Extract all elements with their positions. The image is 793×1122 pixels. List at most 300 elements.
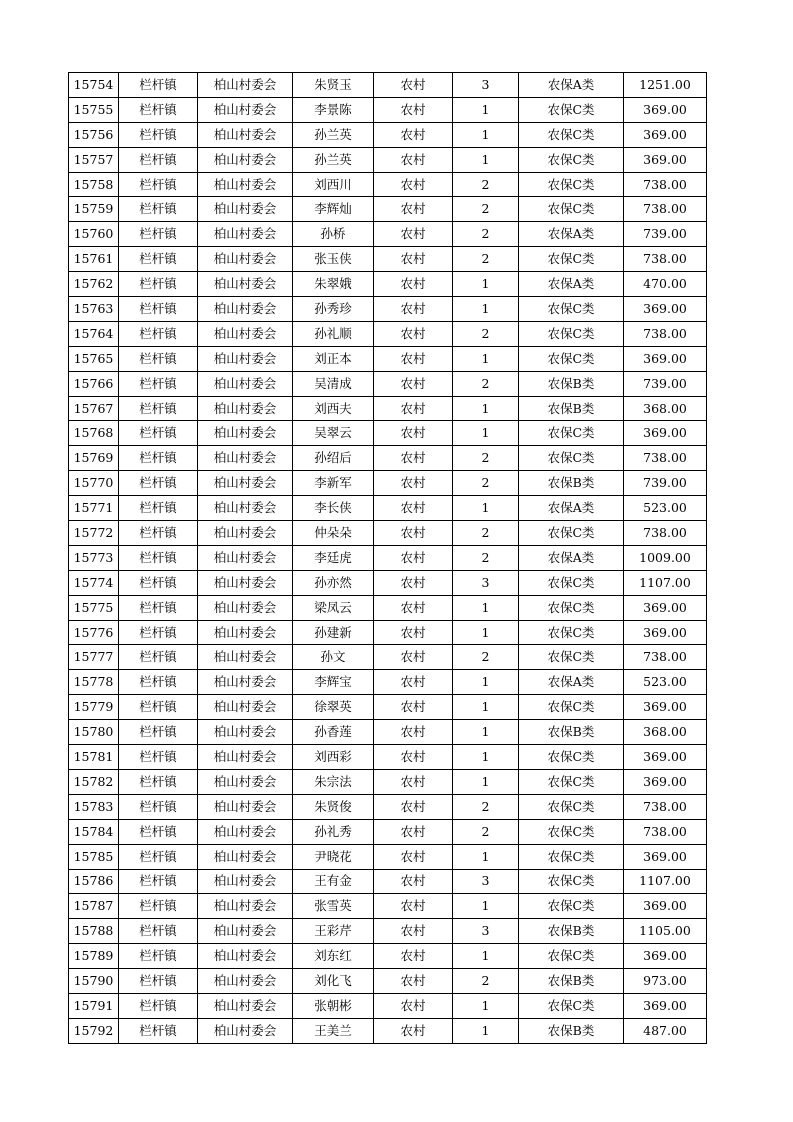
cell-household-count: 2 bbox=[453, 321, 519, 346]
table-row bbox=[69, 620, 707, 645]
cell-household-count: 3 bbox=[453, 570, 519, 595]
cell-area-type: 农村 bbox=[374, 272, 453, 297]
cell-serial-number: 15776 bbox=[69, 620, 119, 645]
cell-household-count: 1 bbox=[453, 272, 519, 297]
cell-village-committee: 柏山村委会 bbox=[198, 147, 293, 172]
cell-amount: 369.00 bbox=[624, 421, 707, 446]
cell-area-type: 农村 bbox=[374, 471, 453, 496]
table-row bbox=[69, 720, 707, 745]
cell-town: 栏杆镇 bbox=[119, 272, 198, 297]
cell-person-name: 刘正本 bbox=[293, 346, 374, 371]
cell-person-name: 吴翠云 bbox=[293, 421, 374, 446]
cell-area-type: 农村 bbox=[374, 321, 453, 346]
table-row bbox=[69, 446, 707, 471]
cell-amount: 369.00 bbox=[624, 844, 707, 869]
cell-area-type: 农村 bbox=[374, 97, 453, 122]
cell-serial-number: 15775 bbox=[69, 595, 119, 620]
cell-town: 栏杆镇 bbox=[119, 421, 198, 446]
cell-household-count: 1 bbox=[453, 745, 519, 770]
cell-area-type: 农村 bbox=[374, 695, 453, 720]
cell-serial-number: 15786 bbox=[69, 869, 119, 894]
cell-insurance-category: 农保A类 bbox=[519, 73, 624, 98]
cell-serial-number: 15783 bbox=[69, 794, 119, 819]
cell-area-type: 农村 bbox=[374, 346, 453, 371]
cell-serial-number: 15788 bbox=[69, 919, 119, 944]
cell-insurance-category: 农保C类 bbox=[519, 172, 624, 197]
cell-amount: 369.00 bbox=[624, 620, 707, 645]
cell-village-committee: 柏山村委会 bbox=[198, 745, 293, 770]
cell-person-name: 孙绍后 bbox=[293, 446, 374, 471]
table-row bbox=[69, 197, 707, 222]
cell-town: 栏杆镇 bbox=[119, 521, 198, 546]
cell-insurance-category: 农保C类 bbox=[519, 346, 624, 371]
table-row bbox=[69, 396, 707, 421]
cell-amount: 369.00 bbox=[624, 769, 707, 794]
cell-insurance-category: 农保C类 bbox=[519, 695, 624, 720]
cell-household-count: 2 bbox=[453, 222, 519, 247]
cell-village-committee: 柏山村委会 bbox=[198, 570, 293, 595]
table-row bbox=[69, 645, 707, 670]
cell-household-count: 2 bbox=[453, 969, 519, 994]
cell-town: 栏杆镇 bbox=[119, 346, 198, 371]
cell-serial-number: 15777 bbox=[69, 645, 119, 670]
cell-amount: 487.00 bbox=[624, 1018, 707, 1043]
cell-village-committee: 柏山村委会 bbox=[198, 496, 293, 521]
cell-village-committee: 柏山村委会 bbox=[198, 471, 293, 496]
cell-town: 栏杆镇 bbox=[119, 222, 198, 247]
cell-area-type: 农村 bbox=[374, 919, 453, 944]
cell-amount: 738.00 bbox=[624, 247, 707, 272]
table-row bbox=[69, 969, 707, 994]
cell-insurance-category: 农保B类 bbox=[519, 969, 624, 994]
cell-insurance-category: 农保C类 bbox=[519, 570, 624, 595]
cell-village-committee: 柏山村委会 bbox=[198, 919, 293, 944]
cell-insurance-category: 农保C类 bbox=[519, 147, 624, 172]
cell-person-name: 王彩芹 bbox=[293, 919, 374, 944]
cell-serial-number: 15762 bbox=[69, 272, 119, 297]
cell-town: 栏杆镇 bbox=[119, 147, 198, 172]
table-row bbox=[69, 471, 707, 496]
table-row bbox=[69, 371, 707, 396]
cell-person-name: 孙建新 bbox=[293, 620, 374, 645]
cell-town: 栏杆镇 bbox=[119, 745, 198, 770]
cell-household-count: 1 bbox=[453, 620, 519, 645]
cell-village-committee: 柏山村委会 bbox=[198, 421, 293, 446]
cell-amount: 369.00 bbox=[624, 297, 707, 322]
cell-insurance-category: 农保C类 bbox=[519, 769, 624, 794]
cell-town: 栏杆镇 bbox=[119, 894, 198, 919]
cell-household-count: 1 bbox=[453, 670, 519, 695]
cell-serial-number: 15792 bbox=[69, 1018, 119, 1043]
table-row bbox=[69, 695, 707, 720]
cell-village-committee: 柏山村委会 bbox=[198, 247, 293, 272]
table-row bbox=[69, 894, 707, 919]
cell-person-name: 朱贤玉 bbox=[293, 73, 374, 98]
cell-village-committee: 柏山村委会 bbox=[198, 396, 293, 421]
cell-village-committee: 柏山村委会 bbox=[198, 993, 293, 1018]
cell-serial-number: 15756 bbox=[69, 122, 119, 147]
cell-town: 栏杆镇 bbox=[119, 396, 198, 421]
cell-insurance-category: 农保A类 bbox=[519, 545, 624, 570]
cell-serial-number: 15761 bbox=[69, 247, 119, 272]
cell-insurance-category: 农保B类 bbox=[519, 720, 624, 745]
cell-village-committee: 柏山村委会 bbox=[198, 545, 293, 570]
cell-amount: 1107.00 bbox=[624, 570, 707, 595]
cell-insurance-category: 农保C类 bbox=[519, 869, 624, 894]
cell-town: 栏杆镇 bbox=[119, 695, 198, 720]
cell-person-name: 李辉宝 bbox=[293, 670, 374, 695]
table-row bbox=[69, 521, 707, 546]
cell-serial-number: 15770 bbox=[69, 471, 119, 496]
cell-serial-number: 15787 bbox=[69, 894, 119, 919]
cell-area-type: 农村 bbox=[374, 197, 453, 222]
table-row bbox=[69, 73, 707, 98]
cell-town: 栏杆镇 bbox=[119, 595, 198, 620]
cell-town: 栏杆镇 bbox=[119, 919, 198, 944]
cell-amount: 739.00 bbox=[624, 222, 707, 247]
cell-person-name: 吴清成 bbox=[293, 371, 374, 396]
cell-amount: 369.00 bbox=[624, 147, 707, 172]
cell-area-type: 农村 bbox=[374, 446, 453, 471]
cell-town: 栏杆镇 bbox=[119, 944, 198, 969]
cell-serial-number: 15769 bbox=[69, 446, 119, 471]
table-row bbox=[69, 844, 707, 869]
cell-serial-number: 15764 bbox=[69, 321, 119, 346]
cell-household-count: 1 bbox=[453, 993, 519, 1018]
cell-town: 栏杆镇 bbox=[119, 446, 198, 471]
cell-village-committee: 柏山村委会 bbox=[198, 645, 293, 670]
cell-village-committee: 柏山村委会 bbox=[198, 197, 293, 222]
cell-person-name: 孙文 bbox=[293, 645, 374, 670]
cell-serial-number: 15772 bbox=[69, 521, 119, 546]
cell-amount: 369.00 bbox=[624, 595, 707, 620]
cell-area-type: 农村 bbox=[374, 396, 453, 421]
cell-amount: 738.00 bbox=[624, 321, 707, 346]
cell-village-committee: 柏山村委会 bbox=[198, 172, 293, 197]
cell-village-committee: 柏山村委会 bbox=[198, 521, 293, 546]
cell-amount: 739.00 bbox=[624, 471, 707, 496]
cell-person-name: 孙香莲 bbox=[293, 720, 374, 745]
cell-household-count: 2 bbox=[453, 819, 519, 844]
cell-town: 栏杆镇 bbox=[119, 97, 198, 122]
cell-town: 栏杆镇 bbox=[119, 545, 198, 570]
cell-person-name: 徐翠英 bbox=[293, 695, 374, 720]
cell-village-committee: 柏山村委会 bbox=[198, 620, 293, 645]
cell-household-count: 1 bbox=[453, 894, 519, 919]
cell-town: 栏杆镇 bbox=[119, 471, 198, 496]
cell-person-name: 刘东红 bbox=[293, 944, 374, 969]
cell-town: 栏杆镇 bbox=[119, 844, 198, 869]
cell-household-count: 2 bbox=[453, 471, 519, 496]
cell-person-name: 刘化飞 bbox=[293, 969, 374, 994]
cell-area-type: 农村 bbox=[374, 297, 453, 322]
cell-town: 栏杆镇 bbox=[119, 122, 198, 147]
cell-village-committee: 柏山村委会 bbox=[198, 944, 293, 969]
cell-person-name: 孙秀珍 bbox=[293, 297, 374, 322]
cell-insurance-category: 农保C类 bbox=[519, 894, 624, 919]
cell-serial-number: 15760 bbox=[69, 222, 119, 247]
table-row bbox=[69, 172, 707, 197]
cell-person-name: 朱贤俊 bbox=[293, 794, 374, 819]
cell-person-name: 刘西彩 bbox=[293, 745, 374, 770]
cell-area-type: 农村 bbox=[374, 496, 453, 521]
cell-amount: 369.00 bbox=[624, 944, 707, 969]
cell-amount: 973.00 bbox=[624, 969, 707, 994]
cell-serial-number: 15774 bbox=[69, 570, 119, 595]
cell-person-name: 李景陈 bbox=[293, 97, 374, 122]
cell-village-committee: 柏山村委会 bbox=[198, 297, 293, 322]
cell-area-type: 农村 bbox=[374, 819, 453, 844]
cell-household-count: 1 bbox=[453, 496, 519, 521]
cell-insurance-category: 农保B类 bbox=[519, 919, 624, 944]
cell-town: 栏杆镇 bbox=[119, 1018, 198, 1043]
cell-area-type: 农村 bbox=[374, 620, 453, 645]
cell-insurance-category: 农保B类 bbox=[519, 371, 624, 396]
cell-household-count: 2 bbox=[453, 645, 519, 670]
cell-insurance-category: 农保C类 bbox=[519, 993, 624, 1018]
cell-household-count: 3 bbox=[453, 73, 519, 98]
cell-town: 栏杆镇 bbox=[119, 197, 198, 222]
table-row bbox=[69, 1018, 707, 1043]
table-row bbox=[69, 297, 707, 322]
cell-village-committee: 柏山村委会 bbox=[198, 446, 293, 471]
table-row bbox=[69, 421, 707, 446]
cell-area-type: 农村 bbox=[374, 172, 453, 197]
table-row bbox=[69, 272, 707, 297]
cell-village-committee: 柏山村委会 bbox=[198, 73, 293, 98]
cell-town: 栏杆镇 bbox=[119, 769, 198, 794]
table-row bbox=[69, 993, 707, 1018]
cell-household-count: 2 bbox=[453, 172, 519, 197]
cell-area-type: 农村 bbox=[374, 844, 453, 869]
cell-household-count: 3 bbox=[453, 919, 519, 944]
cell-person-name: 李长侠 bbox=[293, 496, 374, 521]
cell-insurance-category: 农保C类 bbox=[519, 944, 624, 969]
table-row bbox=[69, 545, 707, 570]
cell-serial-number: 15768 bbox=[69, 421, 119, 446]
cell-amount: 369.00 bbox=[624, 745, 707, 770]
cell-person-name: 孙桥 bbox=[293, 222, 374, 247]
cell-household-count: 1 bbox=[453, 944, 519, 969]
table-row bbox=[69, 496, 707, 521]
records-table bbox=[68, 72, 707, 1044]
cell-household-count: 2 bbox=[453, 794, 519, 819]
cell-serial-number: 15763 bbox=[69, 297, 119, 322]
cell-serial-number: 15754 bbox=[69, 73, 119, 98]
cell-serial-number: 15766 bbox=[69, 371, 119, 396]
cell-person-name: 李新军 bbox=[293, 471, 374, 496]
cell-person-name: 张雪英 bbox=[293, 894, 374, 919]
cell-person-name: 王美兰 bbox=[293, 1018, 374, 1043]
cell-village-committee: 柏山村委会 bbox=[198, 371, 293, 396]
table-row bbox=[69, 819, 707, 844]
cell-household-count: 1 bbox=[453, 1018, 519, 1043]
cell-village-committee: 柏山村委会 bbox=[198, 97, 293, 122]
cell-person-name: 朱翠娥 bbox=[293, 272, 374, 297]
table-row bbox=[69, 97, 707, 122]
cell-area-type: 农村 bbox=[374, 993, 453, 1018]
cell-household-count: 1 bbox=[453, 147, 519, 172]
cell-household-count: 1 bbox=[453, 769, 519, 794]
cell-area-type: 农村 bbox=[374, 969, 453, 994]
cell-insurance-category: 农保C类 bbox=[519, 297, 624, 322]
cell-amount: 369.00 bbox=[624, 695, 707, 720]
cell-village-committee: 柏山村委会 bbox=[198, 844, 293, 869]
cell-household-count: 1 bbox=[453, 844, 519, 869]
cell-serial-number: 15778 bbox=[69, 670, 119, 695]
cell-household-count: 1 bbox=[453, 695, 519, 720]
cell-insurance-category: 农保C类 bbox=[519, 745, 624, 770]
cell-amount: 1251.00 bbox=[624, 73, 707, 98]
table-row bbox=[69, 919, 707, 944]
cell-person-name: 仲朵朵 bbox=[293, 521, 374, 546]
cell-area-type: 农村 bbox=[374, 222, 453, 247]
cell-person-name: 孙礼秀 bbox=[293, 819, 374, 844]
cell-town: 栏杆镇 bbox=[119, 172, 198, 197]
table-row bbox=[69, 944, 707, 969]
cell-village-committee: 柏山村委会 bbox=[198, 695, 293, 720]
cell-town: 栏杆镇 bbox=[119, 371, 198, 396]
cell-serial-number: 15789 bbox=[69, 944, 119, 969]
cell-village-committee: 柏山村委会 bbox=[198, 670, 293, 695]
cell-amount: 369.00 bbox=[624, 122, 707, 147]
cell-area-type: 农村 bbox=[374, 794, 453, 819]
cell-household-count: 1 bbox=[453, 346, 519, 371]
cell-village-committee: 柏山村委会 bbox=[198, 595, 293, 620]
table-row bbox=[69, 346, 707, 371]
cell-person-name: 梁凤云 bbox=[293, 595, 374, 620]
cell-village-committee: 柏山村委会 bbox=[198, 346, 293, 371]
cell-person-name: 张玉侠 bbox=[293, 247, 374, 272]
cell-town: 栏杆镇 bbox=[119, 993, 198, 1018]
cell-household-count: 3 bbox=[453, 869, 519, 894]
cell-person-name: 孙兰英 bbox=[293, 147, 374, 172]
cell-household-count: 1 bbox=[453, 122, 519, 147]
table-row bbox=[69, 595, 707, 620]
cell-village-committee: 柏山村委会 bbox=[198, 819, 293, 844]
cell-serial-number: 15781 bbox=[69, 745, 119, 770]
cell-serial-number: 15771 bbox=[69, 496, 119, 521]
cell-village-committee: 柏山村委会 bbox=[198, 321, 293, 346]
cell-area-type: 农村 bbox=[374, 421, 453, 446]
cell-amount: 738.00 bbox=[624, 172, 707, 197]
cell-insurance-category: 农保C类 bbox=[519, 421, 624, 446]
cell-serial-number: 15782 bbox=[69, 769, 119, 794]
cell-person-name: 张朝彬 bbox=[293, 993, 374, 1018]
cell-village-committee: 柏山村委会 bbox=[198, 794, 293, 819]
table-row bbox=[69, 670, 707, 695]
table-row bbox=[69, 222, 707, 247]
cell-area-type: 农村 bbox=[374, 944, 453, 969]
cell-household-count: 1 bbox=[453, 720, 519, 745]
cell-serial-number: 15791 bbox=[69, 993, 119, 1018]
cell-area-type: 农村 bbox=[374, 894, 453, 919]
cell-town: 栏杆镇 bbox=[119, 869, 198, 894]
cell-insurance-category: 农保C类 bbox=[519, 122, 624, 147]
cell-area-type: 农村 bbox=[374, 247, 453, 272]
cell-household-count: 2 bbox=[453, 521, 519, 546]
cell-town: 栏杆镇 bbox=[119, 620, 198, 645]
cell-serial-number: 15784 bbox=[69, 819, 119, 844]
cell-person-name: 李廷虎 bbox=[293, 545, 374, 570]
cell-area-type: 农村 bbox=[374, 545, 453, 570]
cell-area-type: 农村 bbox=[374, 869, 453, 894]
cell-serial-number: 15755 bbox=[69, 97, 119, 122]
cell-amount: 739.00 bbox=[624, 371, 707, 396]
cell-area-type: 农村 bbox=[374, 570, 453, 595]
cell-person-name: 王有金 bbox=[293, 869, 374, 894]
cell-amount: 369.00 bbox=[624, 993, 707, 1018]
table-row bbox=[69, 122, 707, 147]
cell-household-count: 2 bbox=[453, 197, 519, 222]
cell-insurance-category: 农保C类 bbox=[519, 97, 624, 122]
cell-person-name: 孙兰英 bbox=[293, 122, 374, 147]
cell-amount: 1009.00 bbox=[624, 545, 707, 570]
records-table-body bbox=[69, 73, 707, 1044]
cell-village-committee: 柏山村委会 bbox=[198, 122, 293, 147]
cell-person-name: 尹晓花 bbox=[293, 844, 374, 869]
cell-village-committee: 柏山村委会 bbox=[198, 869, 293, 894]
cell-amount: 369.00 bbox=[624, 346, 707, 371]
cell-amount: 368.00 bbox=[624, 396, 707, 421]
cell-amount: 369.00 bbox=[624, 97, 707, 122]
cell-household-count: 1 bbox=[453, 97, 519, 122]
cell-insurance-category: 农保C类 bbox=[519, 645, 624, 670]
table-row bbox=[69, 570, 707, 595]
cell-serial-number: 15785 bbox=[69, 844, 119, 869]
cell-town: 栏杆镇 bbox=[119, 645, 198, 670]
cell-town: 栏杆镇 bbox=[119, 670, 198, 695]
cell-town: 栏杆镇 bbox=[119, 720, 198, 745]
cell-town: 栏杆镇 bbox=[119, 969, 198, 994]
cell-insurance-category: 农保C类 bbox=[519, 197, 624, 222]
cell-person-name: 李辉灿 bbox=[293, 197, 374, 222]
cell-amount: 1107.00 bbox=[624, 869, 707, 894]
cell-insurance-category: 农保A类 bbox=[519, 222, 624, 247]
cell-insurance-category: 农保C类 bbox=[519, 844, 624, 869]
cell-insurance-category: 农保C类 bbox=[519, 620, 624, 645]
table-row bbox=[69, 869, 707, 894]
cell-insurance-category: 农保B类 bbox=[519, 396, 624, 421]
cell-town: 栏杆镇 bbox=[119, 321, 198, 346]
cell-amount: 738.00 bbox=[624, 446, 707, 471]
cell-insurance-category: 农保B类 bbox=[519, 471, 624, 496]
cell-household-count: 1 bbox=[453, 297, 519, 322]
cell-amount: 738.00 bbox=[624, 819, 707, 844]
cell-insurance-category: 农保C类 bbox=[519, 819, 624, 844]
cell-area-type: 农村 bbox=[374, 147, 453, 172]
table-row bbox=[69, 247, 707, 272]
cell-amount: 523.00 bbox=[624, 670, 707, 695]
cell-serial-number: 15773 bbox=[69, 545, 119, 570]
cell-person-name: 孙亦然 bbox=[293, 570, 374, 595]
cell-village-committee: 柏山村委会 bbox=[198, 720, 293, 745]
cell-household-count: 1 bbox=[453, 595, 519, 620]
cell-area-type: 农村 bbox=[374, 73, 453, 98]
cell-insurance-category: 农保A类 bbox=[519, 670, 624, 695]
cell-serial-number: 15779 bbox=[69, 695, 119, 720]
cell-serial-number: 15757 bbox=[69, 147, 119, 172]
cell-person-name: 刘西夫 bbox=[293, 396, 374, 421]
cell-household-count: 2 bbox=[453, 446, 519, 471]
cell-serial-number: 15765 bbox=[69, 346, 119, 371]
cell-town: 栏杆镇 bbox=[119, 73, 198, 98]
cell-area-type: 农村 bbox=[374, 371, 453, 396]
cell-area-type: 农村 bbox=[374, 745, 453, 770]
cell-town: 栏杆镇 bbox=[119, 819, 198, 844]
cell-amount: 470.00 bbox=[624, 272, 707, 297]
cell-insurance-category: 农保A类 bbox=[519, 496, 624, 521]
